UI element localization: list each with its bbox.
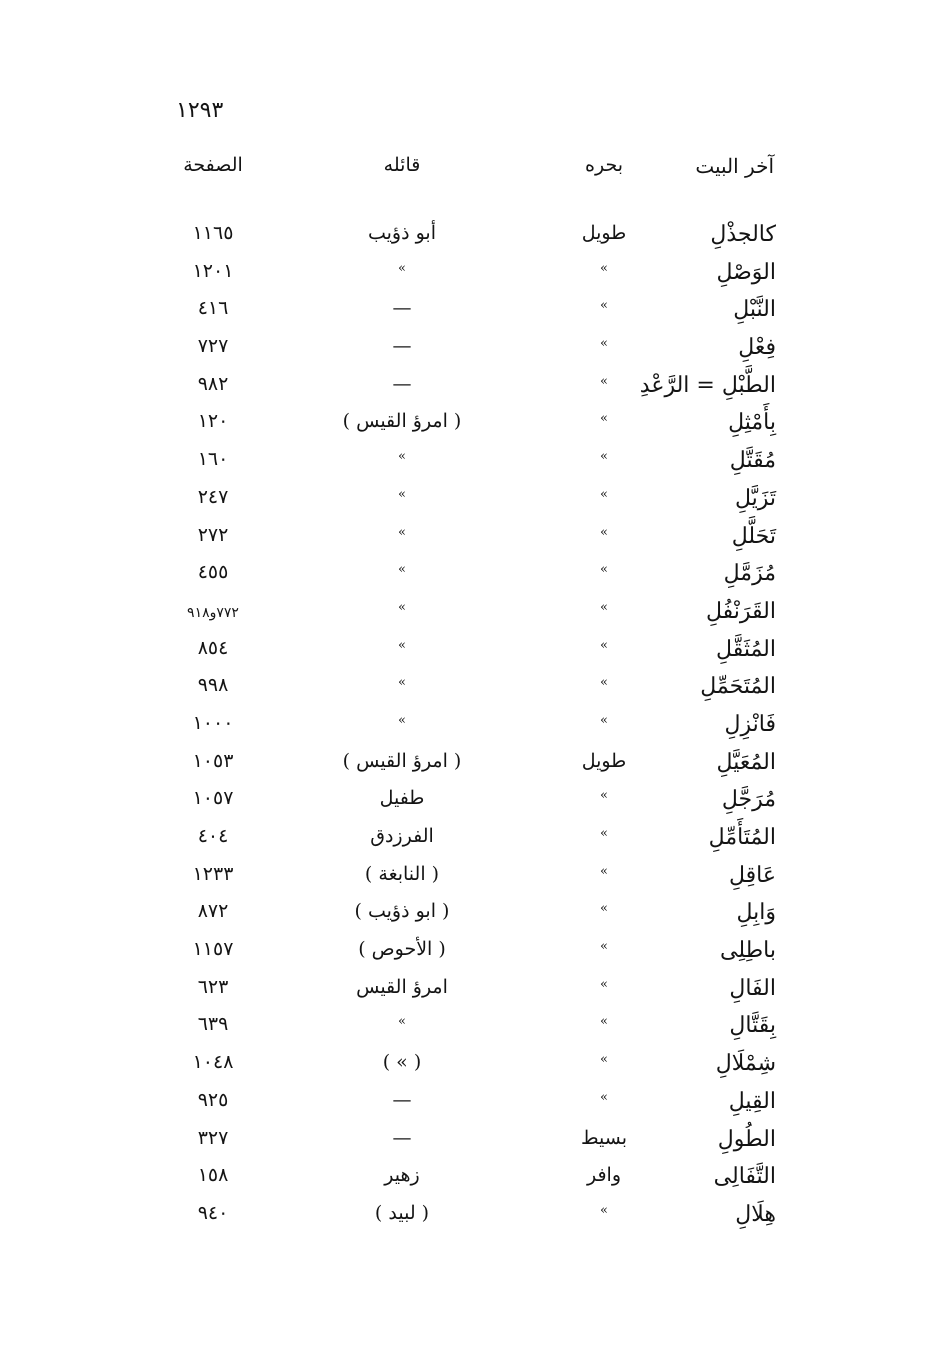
table-row [0, 404, 940, 442]
page-ref: ٢٧٢ [197, 523, 229, 546]
page-ref: ٤٥٥ [197, 561, 229, 584]
table-row [0, 1196, 940, 1234]
page-ref: ١١٦٥ [192, 222, 234, 244]
poet: الفرزدق [370, 825, 434, 847]
meter: طويل [581, 749, 627, 772]
page-ref: ٧٢٧ [197, 335, 229, 358]
poet: » [398, 524, 406, 540]
verse-ending: النَّبْلِ [733, 297, 776, 323]
table-row [0, 744, 940, 782]
verse-ending: القَرَنْفُلِ [706, 598, 776, 624]
verse-ending: بِأَمْثِلِ [728, 410, 776, 436]
verse-ending: عَاقِلِ [728, 862, 776, 888]
meter: » [600, 486, 608, 502]
verse-index-table [0, 148, 940, 1234]
header-page: الصفحة [183, 154, 243, 176]
table-row [0, 894, 940, 932]
meter: » [600, 373, 608, 389]
page-ref: ١٦٠ [197, 448, 229, 471]
table-row [0, 970, 940, 1008]
verse-ending: المُتَأَمِّلِ [708, 825, 776, 850]
page-ref: ٣٢٧ [197, 1126, 229, 1149]
meter: » [600, 599, 608, 615]
meter: » [600, 1202, 608, 1218]
poet: ( امرؤ القيس ) [342, 410, 462, 433]
verse-ending: المُتَحَمِّلِ [700, 674, 776, 700]
meter: » [600, 637, 608, 653]
poet: امرؤ القيس [356, 975, 448, 998]
poet: » [398, 449, 406, 465]
page-ref: ٦٢٣ [197, 975, 229, 998]
poet: زهير [384, 1164, 420, 1187]
page-ref: ٩٤٠ [197, 1201, 229, 1224]
page-number: ١٢٩٣ [176, 98, 224, 123]
poet: ( امرؤ القيس ) [342, 749, 462, 772]
meter: » [600, 336, 608, 352]
table-row [0, 857, 940, 895]
page-ref: ١١٥٧ [192, 938, 234, 961]
page-ref: ١٢٠١ [192, 259, 234, 282]
table-row [0, 706, 940, 744]
page-ref: ١٠٤٨ [192, 1051, 234, 1074]
poet: — [392, 1126, 412, 1149]
poet: طفيل [379, 787, 425, 810]
page-ref: ٩٨٢ [197, 372, 229, 395]
table-row [0, 555, 940, 593]
poet: — [392, 335, 412, 358]
meter: » [600, 901, 608, 917]
meter: » [600, 298, 608, 314]
page-ref: ١٠٠٠ [192, 711, 234, 734]
poet: » [398, 486, 406, 502]
meter: » [600, 976, 608, 992]
poet: » [398, 260, 406, 276]
poet: » [398, 1014, 406, 1030]
page-ref: ١٢٠ [197, 410, 229, 433]
table-row [0, 442, 940, 480]
poet: ( الأحوص ) [358, 938, 446, 961]
verse-ending: التَّفَالِى [713, 1164, 776, 1190]
table-row [0, 480, 940, 518]
page-ref: ٤١٦ [197, 297, 229, 320]
verse-ending: تَحَلَّلِ [731, 523, 776, 549]
table-row [0, 329, 940, 367]
table-row [0, 631, 940, 669]
table-row [0, 932, 940, 970]
table-row [0, 1045, 940, 1083]
table-row [0, 291, 940, 329]
poet: » [398, 637, 406, 653]
meter: » [600, 449, 608, 465]
meter: وافر [586, 1164, 622, 1187]
meter: » [600, 411, 608, 427]
verse-ending: شِمْلَالِ [715, 1051, 776, 1077]
verse-ending: الوَصْلِ [716, 259, 776, 285]
poet: » [398, 675, 406, 691]
meter: » [600, 712, 608, 728]
poet: ( لبيد ) [374, 1201, 430, 1224]
verse-ending: مُزَمَّلِ [723, 561, 776, 587]
table-body [0, 216, 940, 1234]
table-row [0, 1007, 940, 1045]
header-verse-ending: آخر البيت [695, 154, 774, 178]
table-row [0, 819, 940, 857]
header-poet: قائله [383, 154, 421, 176]
verse-ending: فَانْزِلِ [724, 711, 776, 737]
page-ref: ١٠٥٧ [192, 787, 234, 810]
table-row [0, 593, 940, 631]
verse-ending: المُثَقَّلِ [716, 636, 776, 662]
verse-ending: كالجذْلِ [710, 222, 776, 247]
table-row [0, 216, 940, 254]
meter: » [600, 863, 608, 879]
page-ref: ١٠٥٣ [192, 749, 234, 772]
page-ref: ٧٧٢و٩١٨ [187, 604, 239, 621]
poet: — [392, 297, 412, 320]
verse-ending: الطُولِ [717, 1126, 776, 1152]
page-ref: ٨٧٢ [197, 900, 229, 923]
table-row [0, 781, 940, 819]
verse-ending: مُرَجَّلِ [721, 787, 776, 813]
page-ref: ٩٩٨ [197, 674, 229, 697]
poet: ( » ) [382, 1051, 422, 1074]
verse-ending: الطَّبْلِ = الرَّعْدِ [639, 372, 776, 398]
table-row [0, 1121, 940, 1159]
page-ref: ١٢٣٣ [192, 862, 234, 885]
page-ref: ٨٥٤ [197, 636, 229, 659]
verse-ending: المُعَيَّلِ [716, 749, 776, 775]
verse-ending: هِلَالِ [735, 1201, 776, 1227]
verse-ending: مُقَتَّلِ [729, 448, 776, 474]
poet: » [398, 562, 406, 578]
page-ref: ٩٢٥ [197, 1088, 229, 1111]
poet: ( النابغة ) [364, 862, 440, 885]
verse-ending: باطِلِى [720, 938, 776, 964]
table-row [0, 254, 940, 292]
meter: » [600, 1089, 608, 1105]
page-ref: ٦٣٩ [197, 1013, 229, 1036]
poet: — [392, 372, 412, 395]
table-row [0, 668, 940, 706]
meter: » [600, 524, 608, 540]
page-ref: ٤٠٤ [197, 825, 229, 847]
meter: » [600, 1052, 608, 1068]
verse-ending: الفَالِ [729, 975, 776, 1001]
table-row [0, 1083, 940, 1121]
poet: ( ابو ذؤيب ) [354, 900, 450, 923]
page-ref: ٢٤٧ [197, 485, 229, 508]
meter: » [600, 788, 608, 804]
verse-ending: فِعْلِ [738, 335, 776, 361]
poet: — [392, 1088, 412, 1111]
table-header [0, 148, 940, 188]
meter: » [600, 675, 608, 691]
page-ref: ١٥٨ [197, 1164, 229, 1187]
verse-ending: تَزَيَّلِ [734, 485, 776, 511]
meter: » [600, 1014, 608, 1030]
poet: أبو ذؤيب [367, 222, 437, 244]
verse-ending: بِقَتَّالِ [729, 1013, 776, 1039]
poet: » [398, 599, 406, 615]
meter: » [600, 260, 608, 276]
meter: » [600, 939, 608, 955]
table-row [0, 1158, 940, 1196]
meter: » [600, 826, 608, 841]
header-meter: بحره [585, 154, 623, 176]
verse-ending: القِيلِ [728, 1088, 776, 1114]
meter: بسيط [580, 1126, 628, 1149]
table-row [0, 367, 940, 405]
meter: » [600, 562, 608, 578]
meter: طويل [581, 222, 627, 244]
table-row [0, 518, 940, 556]
verse-ending: وَابِلِ [736, 900, 776, 926]
poet: » [398, 712, 406, 728]
